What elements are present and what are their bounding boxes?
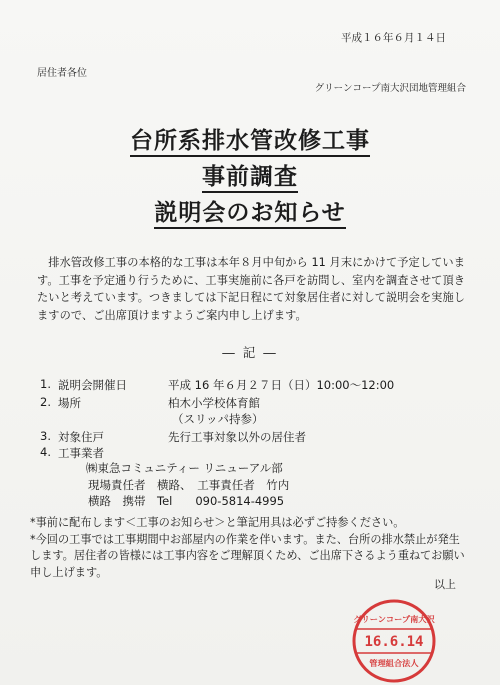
closing-ijo: 以上 xyxy=(434,578,456,591)
item-number: 2. xyxy=(40,395,51,409)
title-line-2-text: 事前調査 xyxy=(202,164,298,193)
item-number: 4. xyxy=(40,445,51,459)
notes-section xyxy=(30,515,470,581)
contractor-managers: 現場責任者 横路、 工事責任者 竹内 xyxy=(88,478,290,492)
title-line-3 xyxy=(0,194,500,227)
ki-separator: ― 記 ― xyxy=(222,345,278,360)
item-number: 3. xyxy=(40,429,51,443)
title-line-1-text: 台所系排水管改修工事 xyxy=(130,128,370,157)
addressee: 居住者各位 xyxy=(37,68,87,79)
item-label: 工事業者 xyxy=(58,446,104,460)
title-line-2 xyxy=(0,158,500,191)
note-2: *今回の工事では工事期間中お部屋内の作業を伴います。また、台所の排水禁止が発生します。居住者の皆様には工事内容をご理解頂くため、ご出席下さるよう重ねてお願い申し上げます。 xyxy=(30,532,465,579)
item-value: 平成 16 年６月２７日（日）10:00～12:00 xyxy=(168,378,395,392)
item-label: 説明会開催日 xyxy=(58,378,127,392)
item-number: 1. xyxy=(40,377,51,391)
item-value: 先行工事対象以外の居住者 xyxy=(168,430,306,444)
item-value-note: （スリッパ持参） xyxy=(172,412,264,426)
note-1: *事前に配布します＜工事のお知らせ＞と筆記用具は必ずご持参ください。 xyxy=(30,516,405,529)
contractor-company: ㈱東急コミュニティー リニューアル部 xyxy=(86,461,283,475)
issue-date: 平成１６年６月１４日 xyxy=(341,32,446,44)
item-label: 場所 xyxy=(58,396,81,410)
intro-paragraph: 排水管改修工事の本格的な工事は本年８月中旬から 11 月末にかけて予定しています。工事を予定通り行うために、工事実施前に各戸を訪問し、室内を調査させて頂きたいと考えています。つきましては下記日程にて対象居住者に対して説明会を実施しますので、ご出席頂けますようご案内申し上げます。 xyxy=(37,256,466,322)
item-label: 対象住戸 xyxy=(58,430,104,444)
stamp-top-text: グリーンコープ南大沢 xyxy=(353,614,435,624)
contractor-contact: 横路 携帯 Tel 090-5814-4995 xyxy=(88,494,285,508)
title-line-1 xyxy=(0,122,500,155)
stamp-bottom-text: 管理組合法人 xyxy=(369,658,419,668)
seal-stamp xyxy=(351,598,437,684)
stamp-date-text: 16.6.14 xyxy=(364,634,424,650)
title-line-3-text: 説明会のお知らせ xyxy=(154,200,345,229)
item-value: 柏木小学校体育館 xyxy=(168,396,260,410)
sender: グリーンコープ南大沢団地管理組合 xyxy=(314,83,466,94)
